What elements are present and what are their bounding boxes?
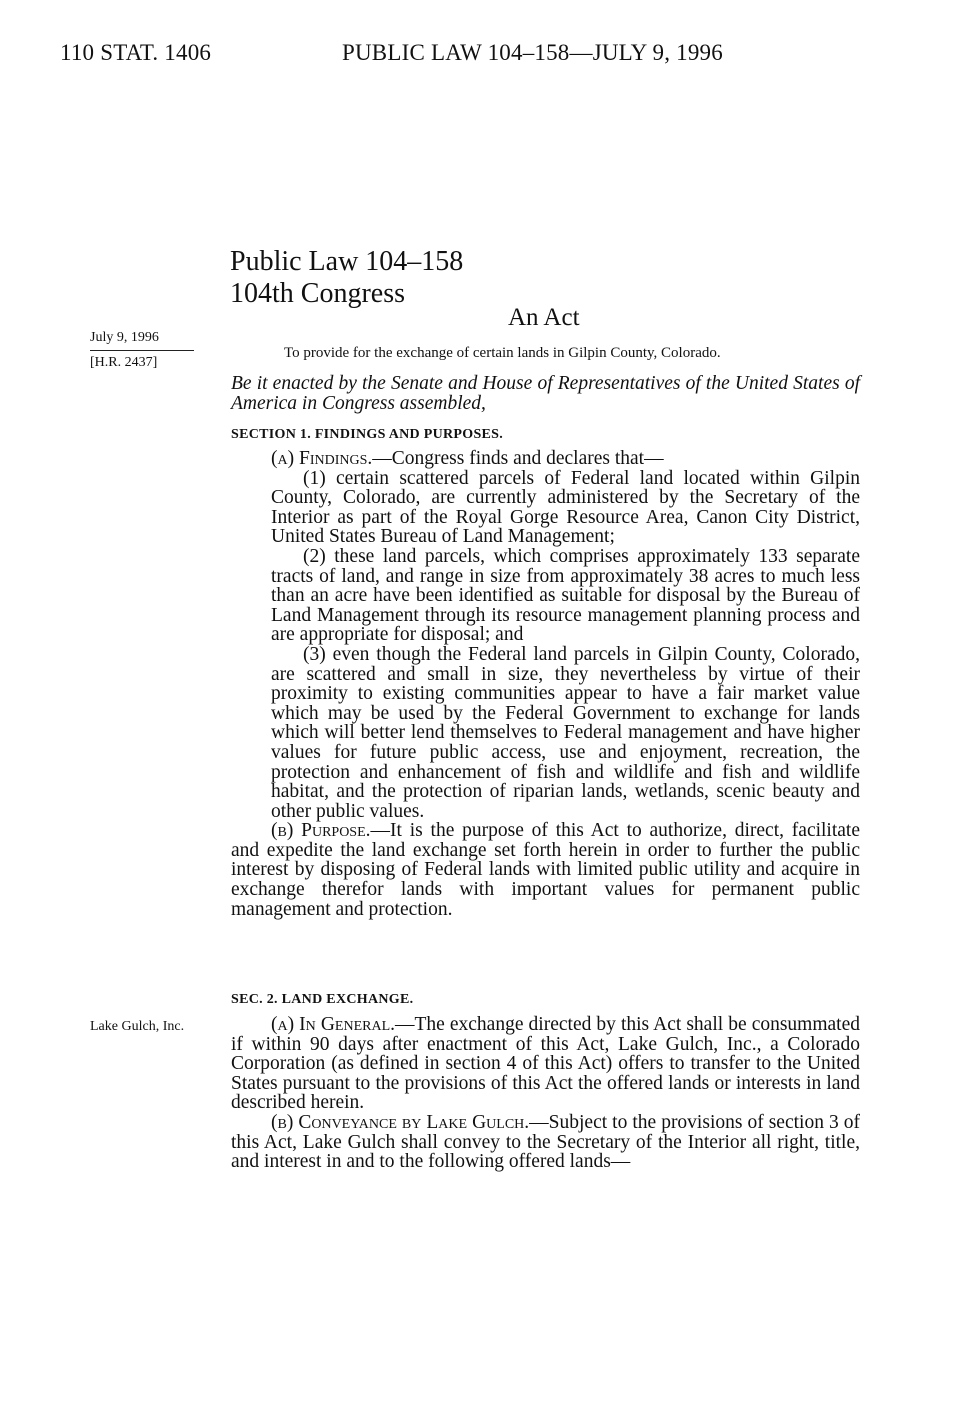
- stat-reference: 110 STAT. 1406: [60, 40, 212, 65]
- enacting-clause: Be it enacted by the Senate and House of Representatives of the United States of America in Congress assembled,: [231, 373, 860, 414]
- margin-divider: [90, 350, 194, 351]
- purpose-paragraph: [231, 821, 860, 919]
- finding-2: (2) these land parcels, which comprises approximately 133 separate tracts of land, and range in size from approximately 38 acres to much less than an acre have been identified as suitable for disposal by the Bureau of Land Management through its resource management planning process and are appropriate for disposal; and: [271, 545, 860, 646]
- general-paragraph: [231, 1015, 860, 1113]
- running-header: PUBLIC LAW 104–158—JULY 9, 1996: [342, 40, 723, 65]
- purpose-line: To provide for the exchange of certain lands in Gilpin County, Colorado.: [284, 345, 721, 361]
- purpose-text: —It is the purpose of this Act to authorize, direct, facilitate and expedite the land exchange set forth herein in order to further the public interest by disposing of Federal lands with limited public utility and acquire in exchange therefor lands with important values for permanent public management and protection.: [231, 820, 860, 920]
- margin-bill-number: [H.R. 2437]: [90, 355, 158, 370]
- margin-date: July 9, 1996: [90, 330, 159, 345]
- purpose-label: (b) Purpose.: [271, 820, 371, 842]
- findings-paragraph: [231, 449, 860, 469]
- section-2-body: [231, 1015, 860, 1172]
- section-2-heading: SEC. 2. LAND EXCHANGE.: [231, 992, 414, 1007]
- finding-3: (3) even though the Federal land parcels in Gilpin County, Colorado, are scattered and small in size, they nevertheless by virtue of their proximity to existing communities appear to have a fair market value which may be used by the Federal Government to exchange for lands which will better lend themselves to Federal management and have higher values for future public access, use and enjoyment, recreation, the protection and enhancement of fish and wildlife and fish and wildlife habitat, and the protection of riparian lands, wetlands, scenic beauty and other public values.: [271, 643, 860, 822]
- section-1-body: [231, 449, 860, 919]
- general-text: —The exchange directed by this Act shall be consummated if within 90 days after enactment of this Act, Lake Gulch, Inc., a Colorado Corporation (as defined in section 4 of this Act) offers to transfer to the United States pursuant to the provisions of this Act the offered lands or interests in land described herein.: [231, 1014, 860, 1114]
- findings-intro: —Congress finds and declares that—: [372, 448, 664, 469]
- conveyance-label: (b) Conveyance by Lake Gulch.: [271, 1111, 530, 1133]
- conveyance-paragraph: [231, 1113, 860, 1172]
- section-1-heading: SECTION 1. FINDINGS AND PURPOSES.: [231, 427, 504, 442]
- public-law-number: Public Law 104–158: [230, 246, 464, 277]
- margin-lake-gulch: Lake Gulch, Inc.: [90, 1019, 185, 1034]
- finding-1: (1) certain scattered parcels of Federal land located within Gilpin County, Colorado, are currently administered by the Secretary of the Interior as part of the Royal Gorge Resource Area, Canon City District, United States Bureau of Land Management;: [271, 467, 860, 548]
- conveyance-text: —Subject to the provisions of section 3 of this Act, Lake Gulch shall convey to the Secretary of the Interior all right, title, and interest in and to the following offered lands—: [231, 1111, 860, 1173]
- an-act-heading: An Act: [508, 304, 580, 331]
- general-label: (a) In General.: [271, 1014, 395, 1035]
- findings-label: (a) Findings.: [271, 448, 373, 469]
- law-title-block: [230, 246, 463, 310]
- congress-number: 104th Congress: [230, 278, 405, 309]
